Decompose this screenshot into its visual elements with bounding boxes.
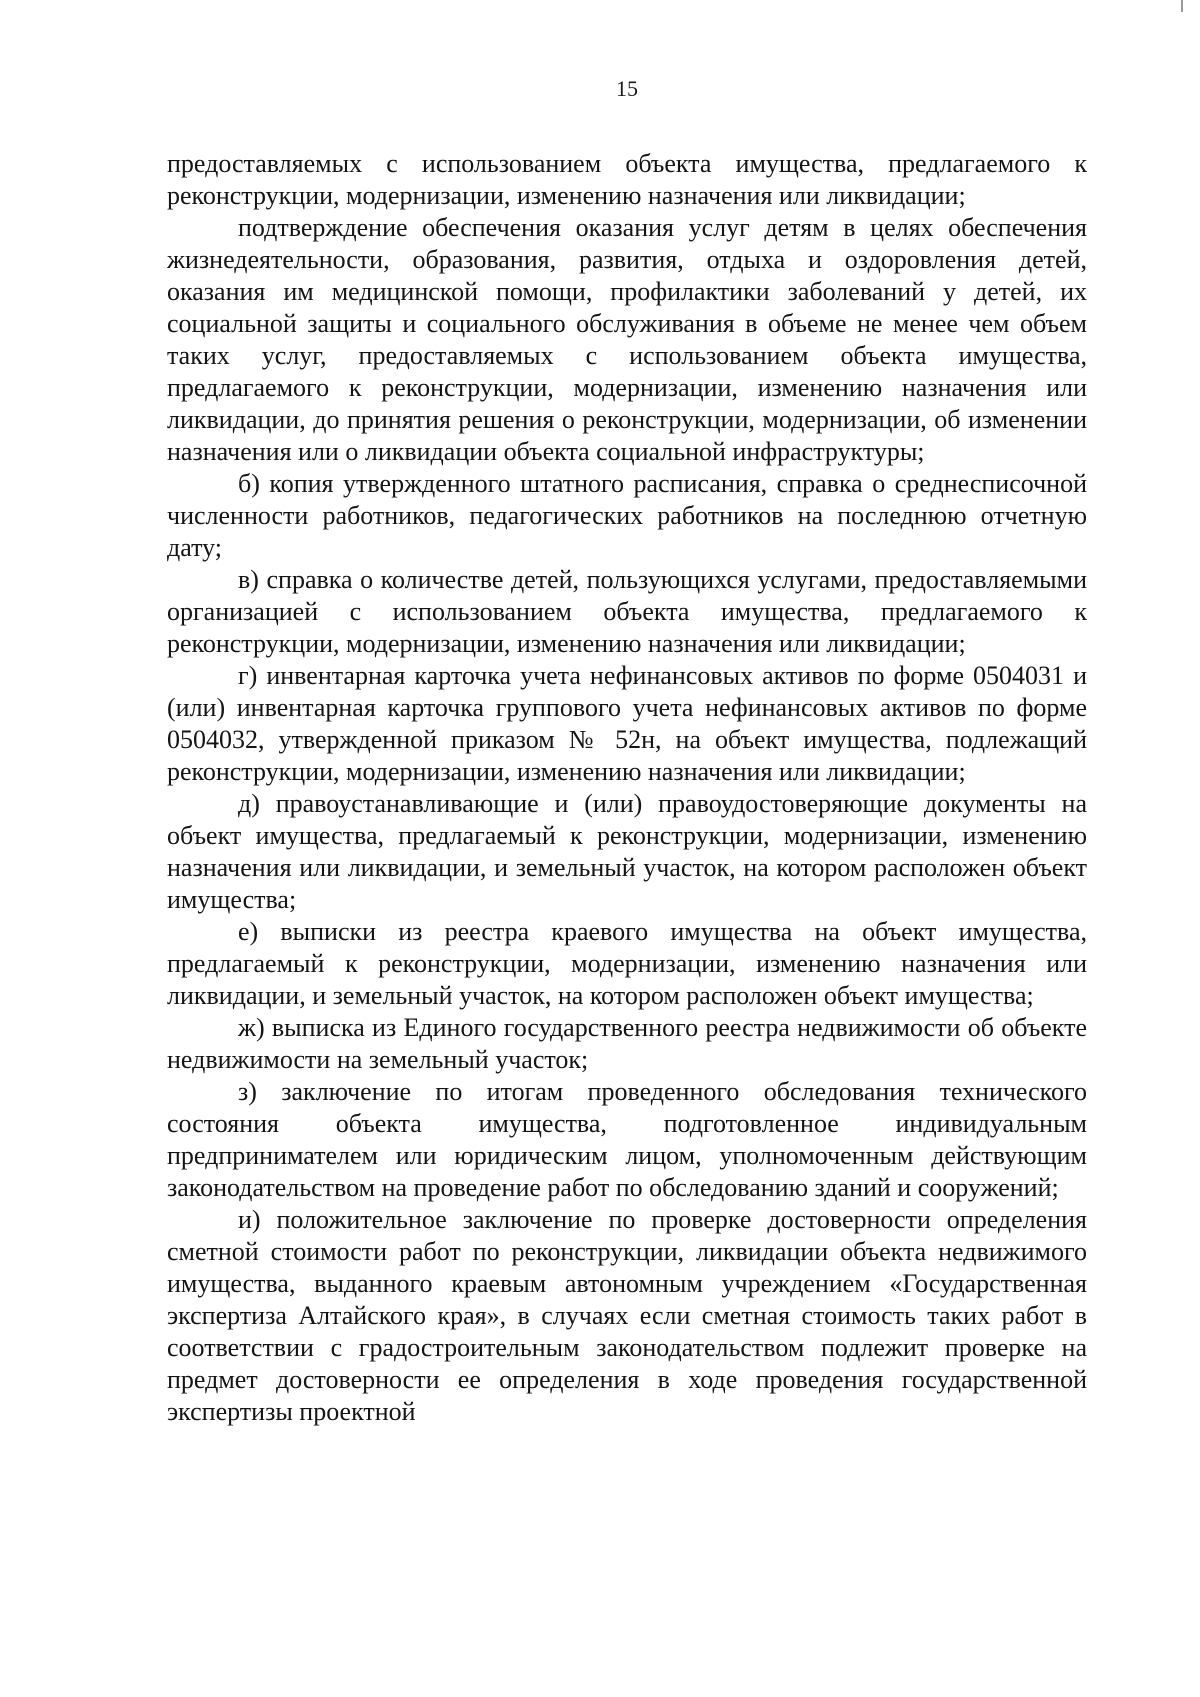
paragraph-item-v: в) справка о количестве детей, пользующихся услугами, предоставляемыми организацией с использованием объекта имущества, предлагаемого к реконструкции, модернизации, изменению назначения или ликвидации; xyxy=(167,565,1087,658)
paragraph-child-services: подтверждение обеспечения оказания услуг детям в целях обеспечения жизнедеятельности, образования, развития, отдыха и оздоровления детей, оказания им медицинской помощи, профилактики заболеваний у детей, их социальной защиты и социального обслуживания в объеме не менее чем объем таких услуг, предоставляемых с использованием объекта имущества, предлагаемого к реконструкции, модернизации, изменению назначения или ликвидации, до принятия решения о реконструкции, модернизации, об изменении назначения или о ликвидации объекта социальной инфраструктуры; xyxy=(167,213,1087,466)
paragraph-item-i: и) положительное заключение по проверке достоверности определения сметной стоимости работ по реконструкции, ликвидации объекта недвижимого имущества, выданного краевым автономным учреждением «Государственная экспертиза Алтайского края», в случаях если сметная стоимость таких работ в соответствии с градостроительным законодательством подлежит проверке на предмет достоверности ее определения в ходе проведения государственной экспертизы проектной xyxy=(167,1205,1087,1426)
paragraph-item-b: б) копия утвержденного штатного расписания, справка о среднесписочной численности работников, педагогических работников на последнюю отчетную дату; xyxy=(167,469,1087,562)
document-body xyxy=(167,148,1087,1428)
paragraph-item-e: е) выписки из реестра краевого имущества на объект имущества, предлагаемый к реконструкции, модернизации, изменению назначения или ликвидации, и земельный участок, на котором расположен объект имущества; xyxy=(167,917,1087,1010)
scan-edge-mark xyxy=(1181,0,1183,12)
paragraph-item-z: з) заключение по итогам проведенного обследования технического состояния объекта имущества, подготовленное индивидуальным предпринимателем или юридическим лицом, уполномоченным действующим законодательством на проведение работ по обследованию зданий и сооружений; xyxy=(167,1077,1087,1202)
paragraph-item-zh: ж) выписка из Единого государственного реестра недвижимости об объекте недвижимости на земельный участок; xyxy=(167,1013,1087,1074)
paragraph-continuation: предоставляемых с использованием объекта имущества, предлагаемого к реконструкции, модернизации, изменению назначения или ликвидации; xyxy=(167,149,1087,210)
paragraph-item-g: г) инвентарная карточка учета нефинансовых активов по форме 0504031 и (или) инвентарная карточка группового учета нефинансовых активов по форме 0504032, утвержденной приказом № 52н, на объект имущества, подлежащий реконструкции, модернизации, изменению назначения или ликвидации; xyxy=(167,661,1087,786)
page-number: 15 xyxy=(616,76,638,101)
paragraph-item-d: д) правоустанавливающие и (или) правоудостоверяющие документы на объект имущества, предлагаемый к реконструкции, модернизации, изменению назначения или ликвидации, и земельный участок, на котором расположен объект имущества; xyxy=(167,789,1087,914)
